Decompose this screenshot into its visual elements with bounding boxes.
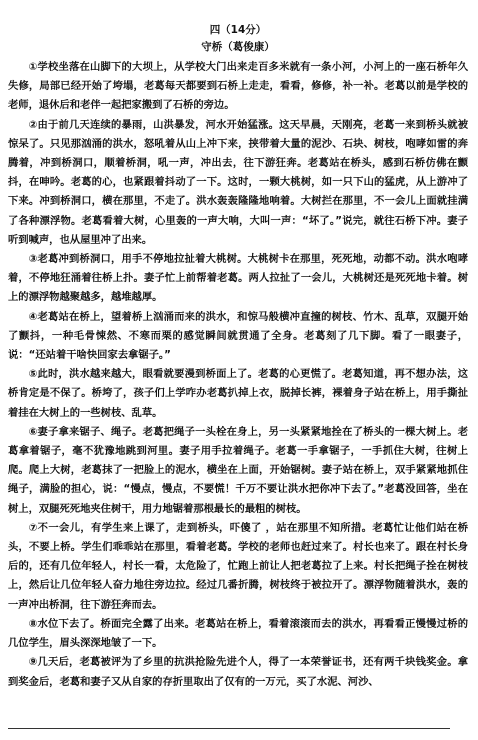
paragraph-4: ④老葛站在桥上，望着桥上汹涌而来的洪水，和惊马般横冲直撞的树枝、竹木、乱草，双腿开始了颤抖，一种毛骨悚然、不寒而栗的感觉瞬间就贯通了全身。老葛刻了几下脚。看了一眼妻子，说：“还站着干啥快回家去拿锯子。” (8, 310, 468, 362)
paragraph-7: ⑦不一会儿，有学生来上课了，走到桥头，吓傻了 ，站在那里不知所措。老葛忙让他们站在桥头，不要上桥。学生们乖乖站在那里，看着老葛。学校的老师也赶过来了。村长也来了。跟在村长身后的，还有几位年轻人，村长一看，太危险了，忙跑上前让人把老葛拉了上来。村长把绳子拴在树枝上，然后让几位年轻人奋力地往旁边拉。经过几番折腾，树枝终于被拉开了。漂浮物随着洪水，轰的一声冲出桥洞，往下游狂奔而去。 (8, 521, 468, 611)
paragraph-8: ⑧水位下去了。桥面完全露了出来。老葛站在桥上，看着滚滚而去的洪水，再看看正慢慢过桥的几位学生，眉头深深地皱了一下。 (8, 617, 468, 650)
paragraph-1: ①学校坐落在山脚下的大坝上，从学校大门出来走百多米就有一条小河，小河上的一座石桥年久失修，局部已经开始了垮塌，老葛每天都要到石桥上走走，看看，修修，补一补。老葛以前是学校的老师，退休后和老伴一起把家搬到了石桥的旁边。 (8, 61, 468, 112)
paragraph-3: ③老葛冲到桥洞口，用手不停地拉扯着大桃树。大桃树卡在那里，死死地，动都不动。洪水咆哮着，不停地狂涌着往桥上扑。妻子忙上前帮着老葛。两人拉扯了一会儿，大桃树还是死死地卡着。树上的漂浮物越聚越多，越堆越厚。 (8, 253, 468, 304)
paragraph-2: ②由于前几天连续的暴雨，山洪暴发，河水开始猛涨。这天早晨，天刚亮，老葛一来到桥头就被惊呆了。只见那汹涌的洪水，怒吼着从山上冲下来，挟带着大量的泥沙、石块、树枝，咆哮如雷的奔腾着，冲到桥洞口，顺着桥洞，吼一声，冲出去，往下游狂奔。老葛站在桥头，感到石桥仿佛在颤抖，在呻吟。老葛的心，也紧跟着抖动了一下。这时，一颗大桃树，如一只下山的猛虎，从上游冲了下来。冲到桥洞口，横在那里，不走了。洪水轰轰隆隆地响着。大树拦在那里，不一会儿上面就挂满了各种漂浮物。老葛看着大树，心里轰的一声大响，大叫一声：“坏了。”说完，就往石桥下冲。妻子听到喊声，也从屋里冲了出来。 (8, 118, 468, 246)
section-heading: 四（14分） (209, 24, 267, 36)
bottom-divider (8, 728, 450, 729)
paragraph-5: ⑤此时，洪水越来越大，眼看就要漫到桥面上了。老葛的心更慌了。老葛知道，再不想办法，这桥肯定是不保了。桥垮了，孩子们上学咋办老葛扒掉上衣，脱掉长裤，裸着身子站在桥上，用手撕扯着挂在大树上的一些树枝、乱草。 (8, 368, 468, 419)
paragraph-9: ⑨几天后，老葛被评为了乡里的抗洪抢险先进个人，得了一本荣誉证书，还有两千块钱奖金。拿到奖金后，老葛和妻子又从自家的存折里取出了仅有的一万元，买了水泥、河沙、 (8, 656, 468, 688)
paragraph-6: ⑥妻子拿来锯子、绳子。老葛把绳子一头栓在身上，另一头紧紧地拴在了桥头的一棵大树上。老葛拿着锯子，毫不犹豫地跳到河里。妻子用手拉着绳子。老葛一手拿锯子，一手抓住大树，往树上爬。爬上大树，老葛抹了一把脸上的泥水，横坐在上面，开始锯树。妻子站在桥上，双手紧紧地抓住绳子，满脸的担心，说：“慢点，慢点，不要慌！千万不要让洪水把你冲下去了。”老葛没回答，坐在树上，双腿死死地夹住树干，用力地锯着那根最长的最粗的树枝。 (8, 425, 468, 515)
article-title: 守桥（葛俊康） (201, 41, 275, 53)
